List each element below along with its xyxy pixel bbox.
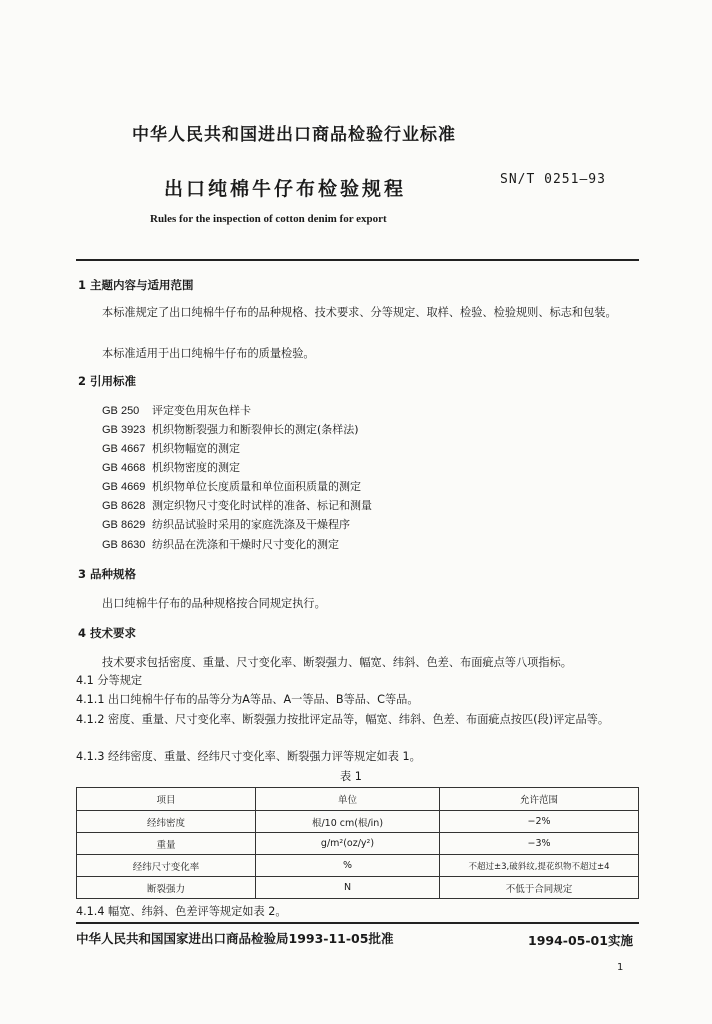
reference-title: 评定变色用灰色样卡 — [152, 404, 251, 417]
standard-code: SN/T 0251—93 — [500, 172, 606, 187]
section-4-heading: 4 技术要求 — [78, 626, 137, 640]
reference-item — [102, 536, 339, 552]
reference-code: GB 250 — [102, 405, 140, 417]
approval-statement: 中华人民共和国国家进出口商品检验局1993-11-05批准 — [76, 931, 394, 946]
table-cell: 重量 — [77, 833, 256, 855]
table-cell: 断裂强力 — [77, 877, 256, 899]
page-number: 1 — [617, 962, 624, 973]
clause-4-1-1: 4.1.1 出口纯棉牛仔布的品等分为A等品、A一等品、B等品、C等品。 — [76, 693, 419, 706]
reference-title: 机织物幅宽的测定 — [152, 442, 240, 455]
table-cell: g/m²(oz/y²) — [256, 833, 440, 855]
reference-code: GB 8629 — [102, 519, 146, 531]
footer-divider — [76, 922, 639, 924]
table-cell: 不低于合同规定 — [440, 877, 639, 899]
english-title: Rules for the inspection of cotton denim for export — [150, 213, 387, 225]
table-header-cell: 单位 — [256, 788, 440, 811]
table-cell: 经纬尺寸变化率 — [77, 855, 256, 877]
section-1-paragraph-2: 本标准适用于出口纯棉牛仔布的质量检验。 — [102, 347, 315, 360]
implementation-date: 1994-05-01实施 — [528, 933, 633, 948]
section-1-paragraph-1: 本标准规定了出口纯棉牛仔布的品种规格、技术要求、分等规定、取样、检验、检验规则、标志和包装。 — [102, 306, 617, 319]
clause-4-1-4: 4.1.4 幅宽、纬斜、色差评等规定如表 2。 — [76, 905, 287, 918]
section-2-heading: 2 引用标准 — [78, 374, 137, 388]
reference-title: 机织物单位长度质量和单位面积质量的测定 — [152, 480, 361, 493]
table-row — [77, 833, 639, 855]
table-row — [77, 811, 639, 833]
table-1-caption: 表 1 — [340, 770, 362, 783]
section-3-paragraph: 出口纯棉牛仔布的品种规格按合同规定执行。 — [102, 597, 326, 610]
table-cell: 经纬密度 — [77, 811, 256, 833]
document-title: 出口纯棉牛仔布检验规程 — [164, 178, 407, 200]
reference-item — [102, 516, 350, 532]
table-header-row — [77, 788, 639, 811]
reference-title: 测定织物尺寸变化时试样的准备、标记和测量 — [152, 499, 372, 512]
table-cell: 根/10 cm(根/in) — [256, 811, 440, 833]
table-row — [77, 855, 639, 877]
table-header-cell: 项目 — [77, 788, 256, 811]
table-row — [77, 877, 639, 899]
table-1 — [76, 787, 639, 899]
reference-code: GB 4669 — [102, 481, 146, 493]
reference-code: GB 8630 — [102, 539, 146, 551]
reference-title: 纺织品试验时采用的家庭洗涤及干燥程序 — [152, 518, 350, 531]
reference-title: 机织物密度的测定 — [152, 461, 240, 474]
table-header-cell: 允许范围 — [440, 788, 639, 811]
reference-title: 机织物断裂强力和断裂伸长的测定(条样法) — [152, 423, 359, 436]
reference-code: GB 4668 — [102, 462, 146, 474]
reference-item — [102, 497, 372, 513]
reference-code: GB 4667 — [102, 443, 146, 455]
header-divider — [76, 259, 639, 261]
table-cell: −2% — [440, 811, 639, 833]
table-cell: −3% — [440, 833, 639, 855]
reference-code: GB 3923 — [102, 424, 146, 436]
clause-4-1-2: 4.1.2 密度、重量、尺寸变化率、断裂强力按批评定品等，幅宽、纬斜、色差、布面疵点按匹(段)评定品等。 — [76, 713, 610, 726]
section-1-heading: 1 主题内容与适用范围 — [78, 278, 194, 292]
reference-item — [102, 459, 240, 475]
clause-4-1: 4.1 分等规定 — [76, 674, 143, 687]
section-3-heading: 3 品种规格 — [78, 567, 137, 581]
reference-item — [102, 440, 240, 456]
reference-code: GB 8628 — [102, 500, 146, 512]
reference-title: 纺织品在洗涤和干燥时尺寸变化的测定 — [152, 538, 339, 551]
reference-item — [102, 402, 251, 418]
reference-item — [102, 478, 361, 494]
reference-item — [102, 421, 359, 437]
clause-4-1-3: 4.1.3 经纬密度、重量、经纬尺寸变化率、断裂强力评等规定如表 1。 — [76, 750, 421, 763]
table-cell: N — [256, 877, 440, 899]
section-4-paragraph: 技术要求包括密度、重量、尺寸变化率、断裂强力、幅宽、纬斜、色差、布面疵点等八项指标。 — [102, 656, 572, 669]
table-cell: 不超过±3,破斜纹,提花织物不超过±4 — [440, 855, 639, 877]
issuing-organization: 中华人民共和国进出口商品检验行业标准 — [132, 125, 456, 145]
table-cell: % — [256, 855, 440, 877]
